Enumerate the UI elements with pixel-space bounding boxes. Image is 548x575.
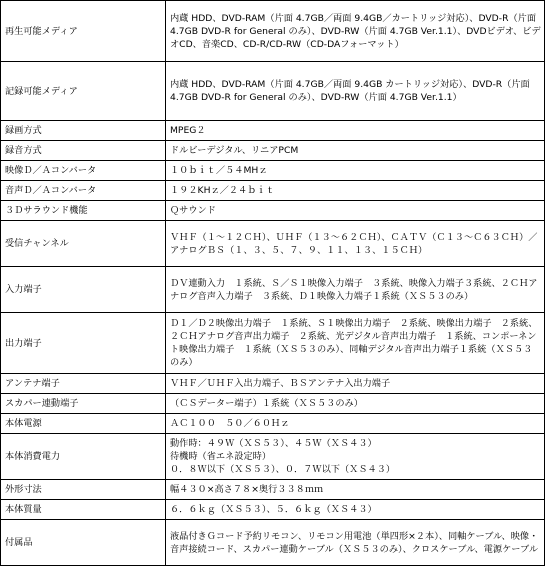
- spec-value: ＡＣ１００ ５０／６０Ｈｚ: [166, 414, 545, 434]
- spec-value: [166, 434, 545, 480]
- spec-label: 本体消費電力: [1, 434, 166, 480]
- spec-label: 音声Ｄ／Ａコンバータ: [1, 181, 166, 201]
- spec-label: 録音方式: [1, 141, 166, 161]
- spec-value: ６．６ｋｇ（ＸＳ５３）、５．６ｋｇ（ＸＳ４３）: [166, 500, 545, 520]
- spec-label: 入力端子: [1, 267, 166, 313]
- spec-label: 記録可能メディア: [1, 62, 166, 121]
- spec-value: Ｑサウンド: [166, 201, 545, 221]
- spec-value: ＶＨＦ／ＵＨＦ入出力端子、ＢＳアンテナ入出力端子: [166, 374, 545, 394]
- spec-value: 液晶付きＧコード予約リモコン、リモコン用電池（単四形×２本）、同軸ケーブル、映像・音声接続コード、スカパー連動ケーブル（ＸＳ５３のみ）、クロスケーブル、電源ケーブル: [166, 520, 545, 566]
- spec-label: 本体質量: [1, 500, 166, 520]
- spec-value-line: 待機時（省エネ設定時）: [170, 451, 272, 462]
- spec-row-accessories: [1, 520, 545, 566]
- spec-row-power: [1, 414, 545, 434]
- spec-label: 再生可能メディア: [1, 1, 166, 62]
- spec-label: 付属品: [1, 520, 166, 566]
- spec-label: スカパー連動端子: [1, 394, 166, 414]
- spec-row-dimensions: [1, 480, 545, 500]
- spec-value: MPEG２: [166, 121, 545, 141]
- spec-value-line: ０．８Ｗ以下（ＸＳ５３）、０．７Ｗ以下（ＸＳ４３）: [170, 464, 396, 475]
- spec-label: 外形寸法: [1, 480, 166, 500]
- spec-row-output-terminals: [1, 313, 545, 374]
- spec-row-weight: [1, 500, 545, 520]
- spec-value: （ＣＳデーター端子）１系統（ＸＳ５３のみ）: [166, 394, 545, 414]
- spec-label: 受信チャンネル: [1, 221, 166, 267]
- spec-value: ＶＨＦ（１～１２ＣＨ）、ＵＨＦ（１３～６２ＣＨ）、ＣＡＴＶ（Ｃ１３～Ｃ６３ＣＨ）／アナログＢＳ（１、３、５、７、９、１１、１３、１５ＣＨ）: [166, 221, 545, 267]
- spec-value: Ｄ１／Ｄ２映像出力端子 １系統、Ｓ１映像出力端子 ２系統、映像出力端子 ２系統、２ＣＨアナログ音声出力端子 ２系統、光デジタル音声出力端子 １系統、コンポーネント映像出力端子 １系統（ＸＳ５３のみ）、同軸デジタル音声出力端子１系統（ＸＳ５３のみ）: [166, 313, 545, 374]
- spec-row-audio-dac: [1, 181, 545, 201]
- spec-row-channels: [1, 221, 545, 267]
- spec-row-video-dac: [1, 161, 545, 181]
- spec-row-input-terminals: [1, 267, 545, 313]
- spec-label: 録画方式: [1, 121, 166, 141]
- spec-row-recording-format: [1, 121, 545, 141]
- spec-label: ３Ｄサラウンド機能: [1, 201, 166, 221]
- spec-value: 内蔵 HDD、DVD-RAM（片面 4.7GB／両面 9.4GB カートリッジ対応）、DVD-R（片面 4.7GB DVD-R for General のみ）、DVD-RW（片面 4.7GB Ver.1.1）: [166, 62, 545, 121]
- spec-label: アンテナ端子: [1, 374, 166, 394]
- spec-row-antenna: [1, 374, 545, 394]
- spec-value: １０ｂｉｔ／５４MHｚ: [166, 161, 545, 181]
- spec-row-playback-media: [1, 1, 545, 62]
- spec-row-skyperfect: [1, 394, 545, 414]
- spec-row-power-consumption: [1, 434, 545, 480]
- spec-value: 幅４３０×高さ７８×奥行３３８ｍｍ: [166, 480, 545, 500]
- spec-value: ＤＶ連動入力 １系統、Ｓ／Ｓ１映像入力端子 ３系統、映像入力端子３系統、２ＣＨアナログ音声入力端子 ３系統、Ｄ１映像入力端子１系統（ＸＳ５３のみ）: [166, 267, 545, 313]
- spec-label: 映像Ｄ／Ａコンバータ: [1, 161, 166, 181]
- spec-value: 内蔵 HDD、DVD-RAM（片面 4.7GB／両面 9.4GB／カートリッジ対応）、DVD-R（片面 4.7GB DVD-R for General のみ）、DVD-RW（片面 4.7GB Ver.1.1）、DVDビデオ、ビデオCD、音楽CD、CD-R/CD-RW（CD-DAフォーマット）: [166, 1, 545, 62]
- spec-value: ドルビーデジタル、リニアPCM: [166, 141, 545, 161]
- spec-value-line: 動作時：４９Ｗ（ＸＳ５３）、４５Ｗ（ＸＳ４３）: [170, 438, 377, 449]
- spec-row-audio-recording: [1, 141, 545, 161]
- spec-label: 出力端子: [1, 313, 166, 374]
- spec-value: １９２KHｚ／２４ｂｉｔ: [166, 181, 545, 201]
- spec-row-recording-media: [1, 62, 545, 121]
- spec-label: 本体電源: [1, 414, 166, 434]
- spec-row-3d-surround: [1, 201, 545, 221]
